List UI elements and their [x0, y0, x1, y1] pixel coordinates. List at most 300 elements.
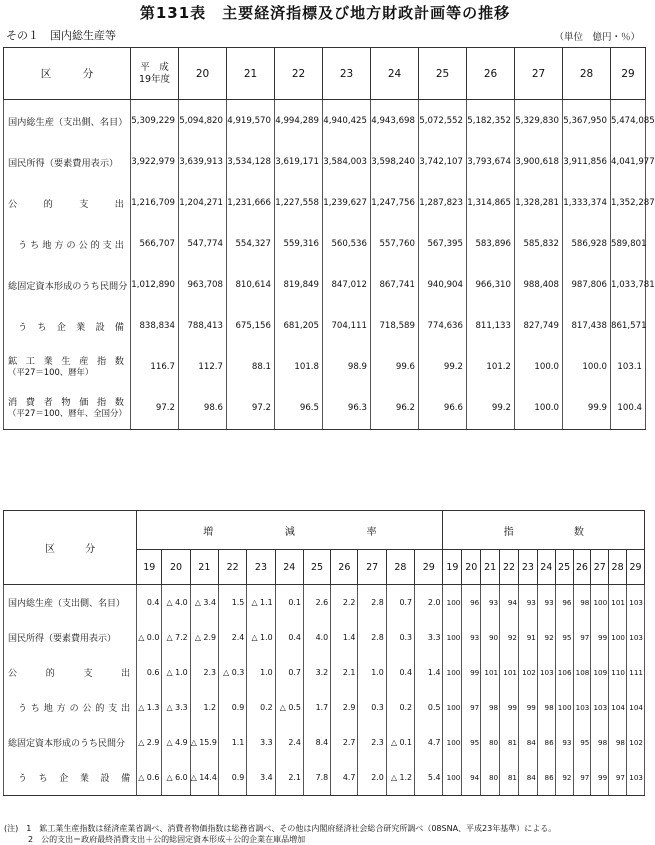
index-cell: 86 — [537, 725, 555, 760]
growth-rate-cell: 4.7 — [415, 725, 443, 760]
row-label-char: 指 — [96, 397, 107, 408]
growth-rate-cell: 2.4 — [219, 620, 247, 655]
value-cell: 5,367,950 — [563, 100, 611, 142]
year-header: 24 — [371, 48, 419, 100]
growth-rate-cell: △ 0.1 — [386, 725, 414, 760]
row-label-cell — [4, 690, 137, 725]
growth-rate-cell: 0.9 — [219, 690, 247, 725]
index-cell: 104 — [627, 690, 645, 725]
year-header: 27 — [515, 48, 563, 100]
index-cell: 104 — [609, 690, 627, 725]
growth-rate-cell: △ 0.5 — [275, 690, 303, 725]
row-label-char: 設 — [95, 321, 105, 333]
row-label: 国内総生産（支出側、名目） — [8, 116, 128, 128]
first-year-header-line1: 平 成 — [140, 61, 169, 73]
growth-rate-cell: △ 2.9 — [137, 725, 162, 760]
row-label-char: 数 — [114, 355, 124, 367]
value-cell: 847,012 — [323, 264, 371, 305]
row-label-char: 業 — [79, 774, 89, 784]
row-label-char: 消 — [8, 397, 18, 408]
growth-rate-cell: 1.1 — [219, 725, 247, 760]
value-cell: 867,741 — [371, 264, 419, 305]
index-cell: 103 — [627, 585, 645, 621]
value-cell: 554,327 — [227, 223, 275, 264]
growth-rate-cell: △ 14.4 — [190, 760, 218, 796]
growth-rate-cell: 2.0 — [358, 760, 386, 796]
table-row — [4, 305, 646, 346]
year-header: 22 — [275, 48, 323, 100]
index-cell: 98 — [609, 725, 627, 760]
growth-rate-header-char: 率 — [366, 526, 377, 538]
growth-rate-cell: △ 1.1 — [247, 585, 275, 621]
row-label-cell — [4, 760, 137, 796]
index-cell: 96 — [462, 585, 481, 621]
value-cell: 1,352,287 — [611, 182, 646, 223]
row-label-char: 工 — [25, 355, 35, 367]
row-label-char: 公 — [78, 239, 88, 251]
growth-rate-cell: △ 0.0 — [137, 620, 162, 655]
growth-rate-cell: 8.4 — [303, 725, 330, 760]
index-cell: 102 — [518, 655, 537, 690]
index-cell: 101 — [609, 585, 627, 621]
value-cell: 100.0 — [563, 346, 611, 387]
year-header: 26 — [467, 48, 515, 100]
growth-rate-cell: 2.7 — [331, 725, 358, 760]
index-cell: 90 — [481, 620, 500, 655]
value-cell: 681,205 — [275, 305, 323, 346]
row-label-cell — [4, 264, 131, 305]
growth-rate-cell: 2.8 — [358, 620, 386, 655]
index-cell: 97 — [609, 760, 627, 796]
growth-rate-cell: 2.2 — [331, 585, 358, 621]
value-cell: 5,309,229 — [131, 100, 179, 142]
index-cell: 92 — [500, 620, 519, 655]
row-label-char: 出 — [114, 198, 124, 210]
value-cell: 4,940,425 — [323, 100, 371, 142]
row-label-main — [8, 356, 130, 367]
table-row — [4, 387, 646, 430]
row-label-spaced — [8, 701, 136, 714]
row-label-char: の — [66, 239, 76, 251]
rate-year-header: 21 — [190, 550, 218, 585]
index-year-header: 25 — [555, 550, 573, 585]
value-cell: 5,474,085 — [611, 100, 646, 142]
value-cell: 112.7 — [179, 346, 227, 387]
index-cell: 110 — [609, 655, 627, 690]
index-cell: 100 — [443, 725, 462, 760]
index-cell: 100 — [555, 690, 573, 725]
value-cell: 100.4 — [611, 387, 646, 430]
row-label-char: 公 — [82, 704, 92, 714]
year-header: 25 — [419, 48, 467, 100]
row-label-char: 指 — [96, 355, 107, 367]
value-cell: 861,571 — [611, 305, 646, 346]
table-row — [4, 141, 646, 182]
row-label-cell — [4, 100, 131, 142]
value-cell: 5,094,820 — [179, 100, 227, 142]
year-header: 21 — [227, 48, 275, 100]
growth-rate-cell: △ 7.2 — [162, 620, 190, 655]
growth-rate-cell: 2.3 — [190, 655, 218, 690]
value-cell: 3,598,240 — [371, 141, 419, 182]
growth-rate-cell: 4.0 — [303, 620, 330, 655]
row-label-cell — [4, 182, 131, 223]
value-cell: 718,589 — [371, 305, 419, 346]
value-cell: 101.2 — [467, 346, 515, 387]
value-cell: 97.2 — [131, 387, 179, 430]
year-header: 23 — [323, 48, 371, 100]
value-cell: 96.6 — [419, 387, 467, 430]
row-label: 国民所得（要素費用表示） — [8, 157, 119, 169]
index-cell: 96 — [555, 585, 573, 621]
row-label-cell — [4, 620, 137, 655]
row-label-char: 出 — [114, 239, 124, 251]
value-cell: 827,749 — [515, 305, 563, 346]
index-cell: 81 — [500, 760, 519, 796]
value-cell: 1,012,890 — [131, 264, 179, 305]
growth-rate-cell: 2.1 — [275, 760, 303, 796]
value-cell: 96.2 — [371, 387, 419, 430]
value-cell: 5,182,352 — [467, 100, 515, 142]
row-label-char: 公 — [8, 198, 18, 210]
index-cell: 98 — [481, 690, 500, 725]
table-row — [4, 264, 646, 305]
index-cell: 102 — [627, 725, 645, 760]
index-cell: 84 — [518, 725, 537, 760]
index-cell: 98 — [573, 585, 591, 621]
index-cell: 100 — [591, 585, 609, 621]
index-year-header: 24 — [537, 550, 555, 585]
growth-rate-cell: 4.7 — [331, 760, 358, 796]
value-cell: 97.2 — [227, 387, 275, 430]
first-year-header — [131, 48, 179, 100]
index-cell: 103 — [537, 655, 555, 690]
value-cell: 116.7 — [131, 346, 179, 387]
rate-year-header: 29 — [415, 550, 443, 585]
row-label-cell — [4, 346, 131, 387]
value-cell: 99.2 — [419, 346, 467, 387]
row-label-spaced — [8, 356, 130, 367]
index-cell: 100 — [443, 690, 462, 725]
value-cell: 1,216,709 — [131, 182, 179, 223]
value-cell: 586,928 — [563, 223, 611, 264]
value-cell: 583,896 — [467, 223, 515, 264]
index-cell: 99 — [591, 620, 609, 655]
index-header-char: 数 — [573, 526, 584, 538]
index-cell: 99 — [462, 655, 481, 690]
growth-rate-cell: △ 4.0 — [162, 585, 190, 621]
index-cell: 103 — [591, 690, 609, 725]
row-label-spaced — [8, 319, 130, 333]
row-label-char: ち — [37, 321, 47, 333]
growth-rate-cell: △ 3.4 — [190, 585, 218, 621]
growth-rate-cell: 0.2 — [247, 690, 275, 725]
rate-year-header: 26 — [331, 550, 358, 585]
section-subtitle: その１ 国内総生産等 — [6, 29, 116, 42]
row-label-spaced — [8, 771, 136, 784]
growth-rate-cell: 0.3 — [386, 620, 414, 655]
value-cell: 819,849 — [275, 264, 323, 305]
rate-year-header: 19 — [137, 550, 162, 585]
row-label-char: 支 — [83, 669, 93, 679]
value-cell: 5,329,830 — [515, 100, 563, 142]
row-label: 国民所得（要素費用表示） — [8, 634, 117, 644]
row-label-cell — [4, 141, 131, 182]
growth-rate-cell: 2.3 — [358, 725, 386, 760]
growth-rate-cell: 2.6 — [303, 585, 330, 621]
index-cell: 100 — [443, 620, 462, 655]
value-cell: 3,900,618 — [515, 141, 563, 182]
year-header: 29 — [611, 48, 646, 100]
row-label-char: ち — [38, 774, 48, 784]
growth-rate-header-char: 減 — [284, 526, 295, 538]
table-row — [4, 620, 645, 655]
index-cell: 111 — [627, 655, 645, 690]
value-cell: 557,760 — [371, 223, 419, 264]
value-cell: 1,328,281 — [515, 182, 563, 223]
index-cell: 101 — [481, 655, 500, 690]
row-label-char: 鉱 — [8, 355, 18, 367]
value-cell: 4,994,289 — [275, 100, 323, 142]
row-label-char: 的 — [45, 669, 55, 679]
index-cell: 94 — [500, 585, 519, 621]
row-label-spaced — [8, 666, 136, 679]
row-label-char: う — [18, 774, 28, 784]
value-cell: 547,774 — [179, 223, 227, 264]
value-cell: 4,041,977 — [611, 141, 646, 182]
row-label-char: 費 — [25, 397, 35, 408]
index-cell: 98 — [591, 725, 609, 760]
growth-rate-cell: △ 4.9 — [162, 725, 190, 760]
first-year-header-line2: 19年度 — [138, 73, 171, 85]
growth-rate-cell: 0.5 — [415, 690, 443, 725]
index-year-header: 23 — [518, 550, 537, 585]
value-cell: 3,639,913 — [179, 141, 227, 182]
value-cell: 988,408 — [515, 264, 563, 305]
row-label-char: 支 — [108, 704, 118, 714]
row-label-char: 支 — [79, 198, 89, 210]
rate-year-header: 20 — [162, 550, 190, 585]
row-label-char: 方 — [54, 239, 64, 251]
row-label-char: 的 — [43, 198, 53, 210]
growth-rate-cell: 2.9 — [331, 690, 358, 725]
growth-rate-cell: 7.8 — [303, 760, 330, 796]
value-cell: 704,111 — [323, 305, 371, 346]
value-cell: 1,247,756 — [371, 182, 419, 223]
row-label-cell — [4, 655, 137, 690]
growth-rate-cell: 0.9 — [219, 760, 247, 796]
index-cell: 97 — [462, 690, 481, 725]
index-cell: 103 — [627, 620, 645, 655]
row-label: 国内総生産（支出側、名目） — [8, 599, 126, 609]
growth-rate-cell: 2.4 — [275, 725, 303, 760]
growth-rate-cell: △ 1.0 — [247, 620, 275, 655]
growth-rate-cell: 0.3 — [358, 690, 386, 725]
kubun-header: 区 分 — [4, 48, 131, 100]
growth-rate-group-header — [137, 511, 443, 550]
index-cell: 95 — [462, 725, 481, 760]
growth-rate-cell: △ 3.3 — [162, 690, 190, 725]
gdp-table — [3, 47, 655, 430]
row-label-char: 的 — [90, 239, 100, 251]
kubun-header: 区 分 — [4, 511, 137, 585]
value-cell: 3,922,979 — [131, 141, 179, 182]
rate-year-header: 24 — [275, 550, 303, 585]
growth-rate-cell: △ 2.9 — [190, 620, 218, 655]
index-cell: 93 — [481, 585, 500, 621]
index-cell: 97 — [573, 760, 591, 796]
index-cell: 100 — [609, 620, 627, 655]
row-label-char: 出 — [121, 704, 131, 714]
value-cell: 96.5 — [275, 387, 323, 430]
value-cell: 99.9 — [563, 387, 611, 430]
row-label-spaced — [8, 397, 130, 408]
value-cell: 1,333,374 — [563, 182, 611, 223]
row-label-char: 備 — [121, 774, 131, 784]
growth-rate-cell: 1.0 — [247, 655, 275, 690]
growth-rate-cell: 0.7 — [386, 585, 414, 621]
value-cell: 566,707 — [131, 223, 179, 264]
table-row — [4, 725, 645, 760]
growth-rate-cell: △ 1.3 — [137, 690, 162, 725]
index-cell: 93 — [537, 585, 555, 621]
index-cell: 108 — [573, 655, 591, 690]
row-label-main — [8, 397, 130, 408]
index-cell: 81 — [500, 725, 519, 760]
value-cell: 3,911,856 — [563, 141, 611, 182]
value-cell: 103.1 — [611, 346, 646, 387]
value-cell: 98.6 — [179, 387, 227, 430]
value-cell: 98.9 — [323, 346, 371, 387]
growth-rate-cell: 0.1 — [275, 585, 303, 621]
index-cell: 93 — [518, 585, 537, 621]
growth-rate-cell: 1.4 — [331, 620, 358, 655]
value-cell: 567,395 — [419, 223, 467, 264]
value-cell: 5,072,552 — [419, 100, 467, 142]
row-label-char: 業 — [43, 355, 53, 367]
growth-index-table — [3, 510, 645, 796]
index-cell: 94 — [462, 760, 481, 796]
value-cell: 838,834 — [131, 305, 179, 346]
growth-rate-cell: 3.3 — [415, 620, 443, 655]
index-year-header: 28 — [609, 550, 627, 585]
index-cell: 97 — [573, 620, 591, 655]
table-row — [4, 760, 645, 796]
index-year-header: 21 — [481, 550, 500, 585]
page-title: 第131表 主要経済指標及び地方財政計画等の推移 — [139, 4, 511, 22]
value-cell: 585,832 — [515, 223, 563, 264]
value-cell: 966,310 — [467, 264, 515, 305]
row-label-sub: （平27＝100、暦年） — [8, 366, 94, 377]
year-header: 28 — [563, 48, 611, 100]
growth-rate-cell: △ 0.6 — [137, 760, 162, 796]
index-cell: 103 — [627, 760, 645, 796]
row-label-spaced — [8, 237, 130, 251]
table-row — [4, 182, 646, 223]
row-label-char: 設 — [100, 774, 110, 784]
footnote-2: 2 公的支出＝政府最終消費支出＋公的総固定資本形成＋公的企業在庫品増加 — [4, 835, 306, 844]
growth-rate-cell: 2.0 — [415, 585, 443, 621]
index-cell: 84 — [518, 760, 537, 796]
value-cell: 3,584,003 — [323, 141, 371, 182]
table-row — [4, 655, 645, 690]
index-cell: 103 — [573, 690, 591, 725]
value-cell: 100.0 — [515, 387, 563, 430]
growth-rate-cell: △ 1.0 — [162, 655, 190, 690]
row-label-char: 業 — [76, 321, 86, 333]
row-label-cell — [4, 725, 137, 760]
value-cell: 99.6 — [371, 346, 419, 387]
index-year-header: 27 — [591, 550, 609, 585]
index-cell: 99 — [500, 690, 519, 725]
growth-rate-cell: 0.4 — [275, 620, 303, 655]
row-label-char: の — [69, 704, 79, 714]
row-label-char: 生 — [61, 355, 71, 367]
row-label-cell — [4, 387, 131, 430]
row-label-char: う — [18, 239, 28, 251]
index-cell: 98 — [537, 690, 555, 725]
growth-rate-cell: 1.5 — [219, 585, 247, 621]
row-label-char: 地 — [43, 704, 53, 714]
growth-rate-cell: 3.4 — [247, 760, 275, 796]
table-row — [4, 585, 645, 621]
index-cell: 91 — [518, 620, 537, 655]
value-cell: 675,156 — [227, 305, 275, 346]
index-cell: 95 — [555, 620, 573, 655]
growth-rate-cell: 0.4 — [386, 655, 414, 690]
row-label — [8, 356, 130, 378]
value-cell: 589,801 — [611, 223, 646, 264]
row-label-char: う — [18, 321, 28, 333]
index-group-header — [443, 511, 645, 550]
table-row — [4, 690, 645, 725]
index-cell: 93 — [555, 725, 573, 760]
row-label: 総固定資本形成のうち民間分 — [8, 280, 128, 292]
growth-rate-cell: 1.4 — [415, 655, 443, 690]
value-cell: 4,919,570 — [227, 100, 275, 142]
row-label-cell — [4, 585, 137, 621]
value-cell: 1,239,627 — [323, 182, 371, 223]
table-row — [4, 223, 646, 264]
growth-rate-cell: 1.2 — [190, 690, 218, 725]
value-cell: 101.8 — [275, 346, 323, 387]
table1-header-row — [4, 48, 646, 100]
value-cell: 3,793,674 — [467, 141, 515, 182]
row-label-char: 地 — [42, 239, 52, 251]
growth-rate-cell: 1.7 — [303, 690, 330, 725]
value-cell: 987,806 — [563, 264, 611, 305]
rate-year-header: 22 — [219, 550, 247, 585]
table-row — [4, 346, 646, 387]
row-label-char: 的 — [95, 704, 105, 714]
row-label-char: 価 — [79, 397, 89, 408]
index-cell: 95 — [573, 725, 591, 760]
rate-year-header: 27 — [358, 550, 386, 585]
index-year-header: 22 — [500, 550, 519, 585]
row-label-char: 数 — [114, 397, 124, 408]
index-cell: 99 — [591, 760, 609, 796]
value-cell: 1,204,271 — [179, 182, 227, 223]
index-year-header: 26 — [573, 550, 591, 585]
value-cell: 1,033,781 — [611, 264, 646, 305]
row-label-char: 物 — [61, 397, 71, 408]
index-cell: 100 — [443, 655, 462, 690]
growth-rate-cell: 3.2 — [303, 655, 330, 690]
value-cell: 100.0 — [515, 346, 563, 387]
row-label-char: 公 — [8, 669, 18, 679]
growth-rate-cell: 3.3 — [247, 725, 275, 760]
value-cell: 817,438 — [563, 305, 611, 346]
